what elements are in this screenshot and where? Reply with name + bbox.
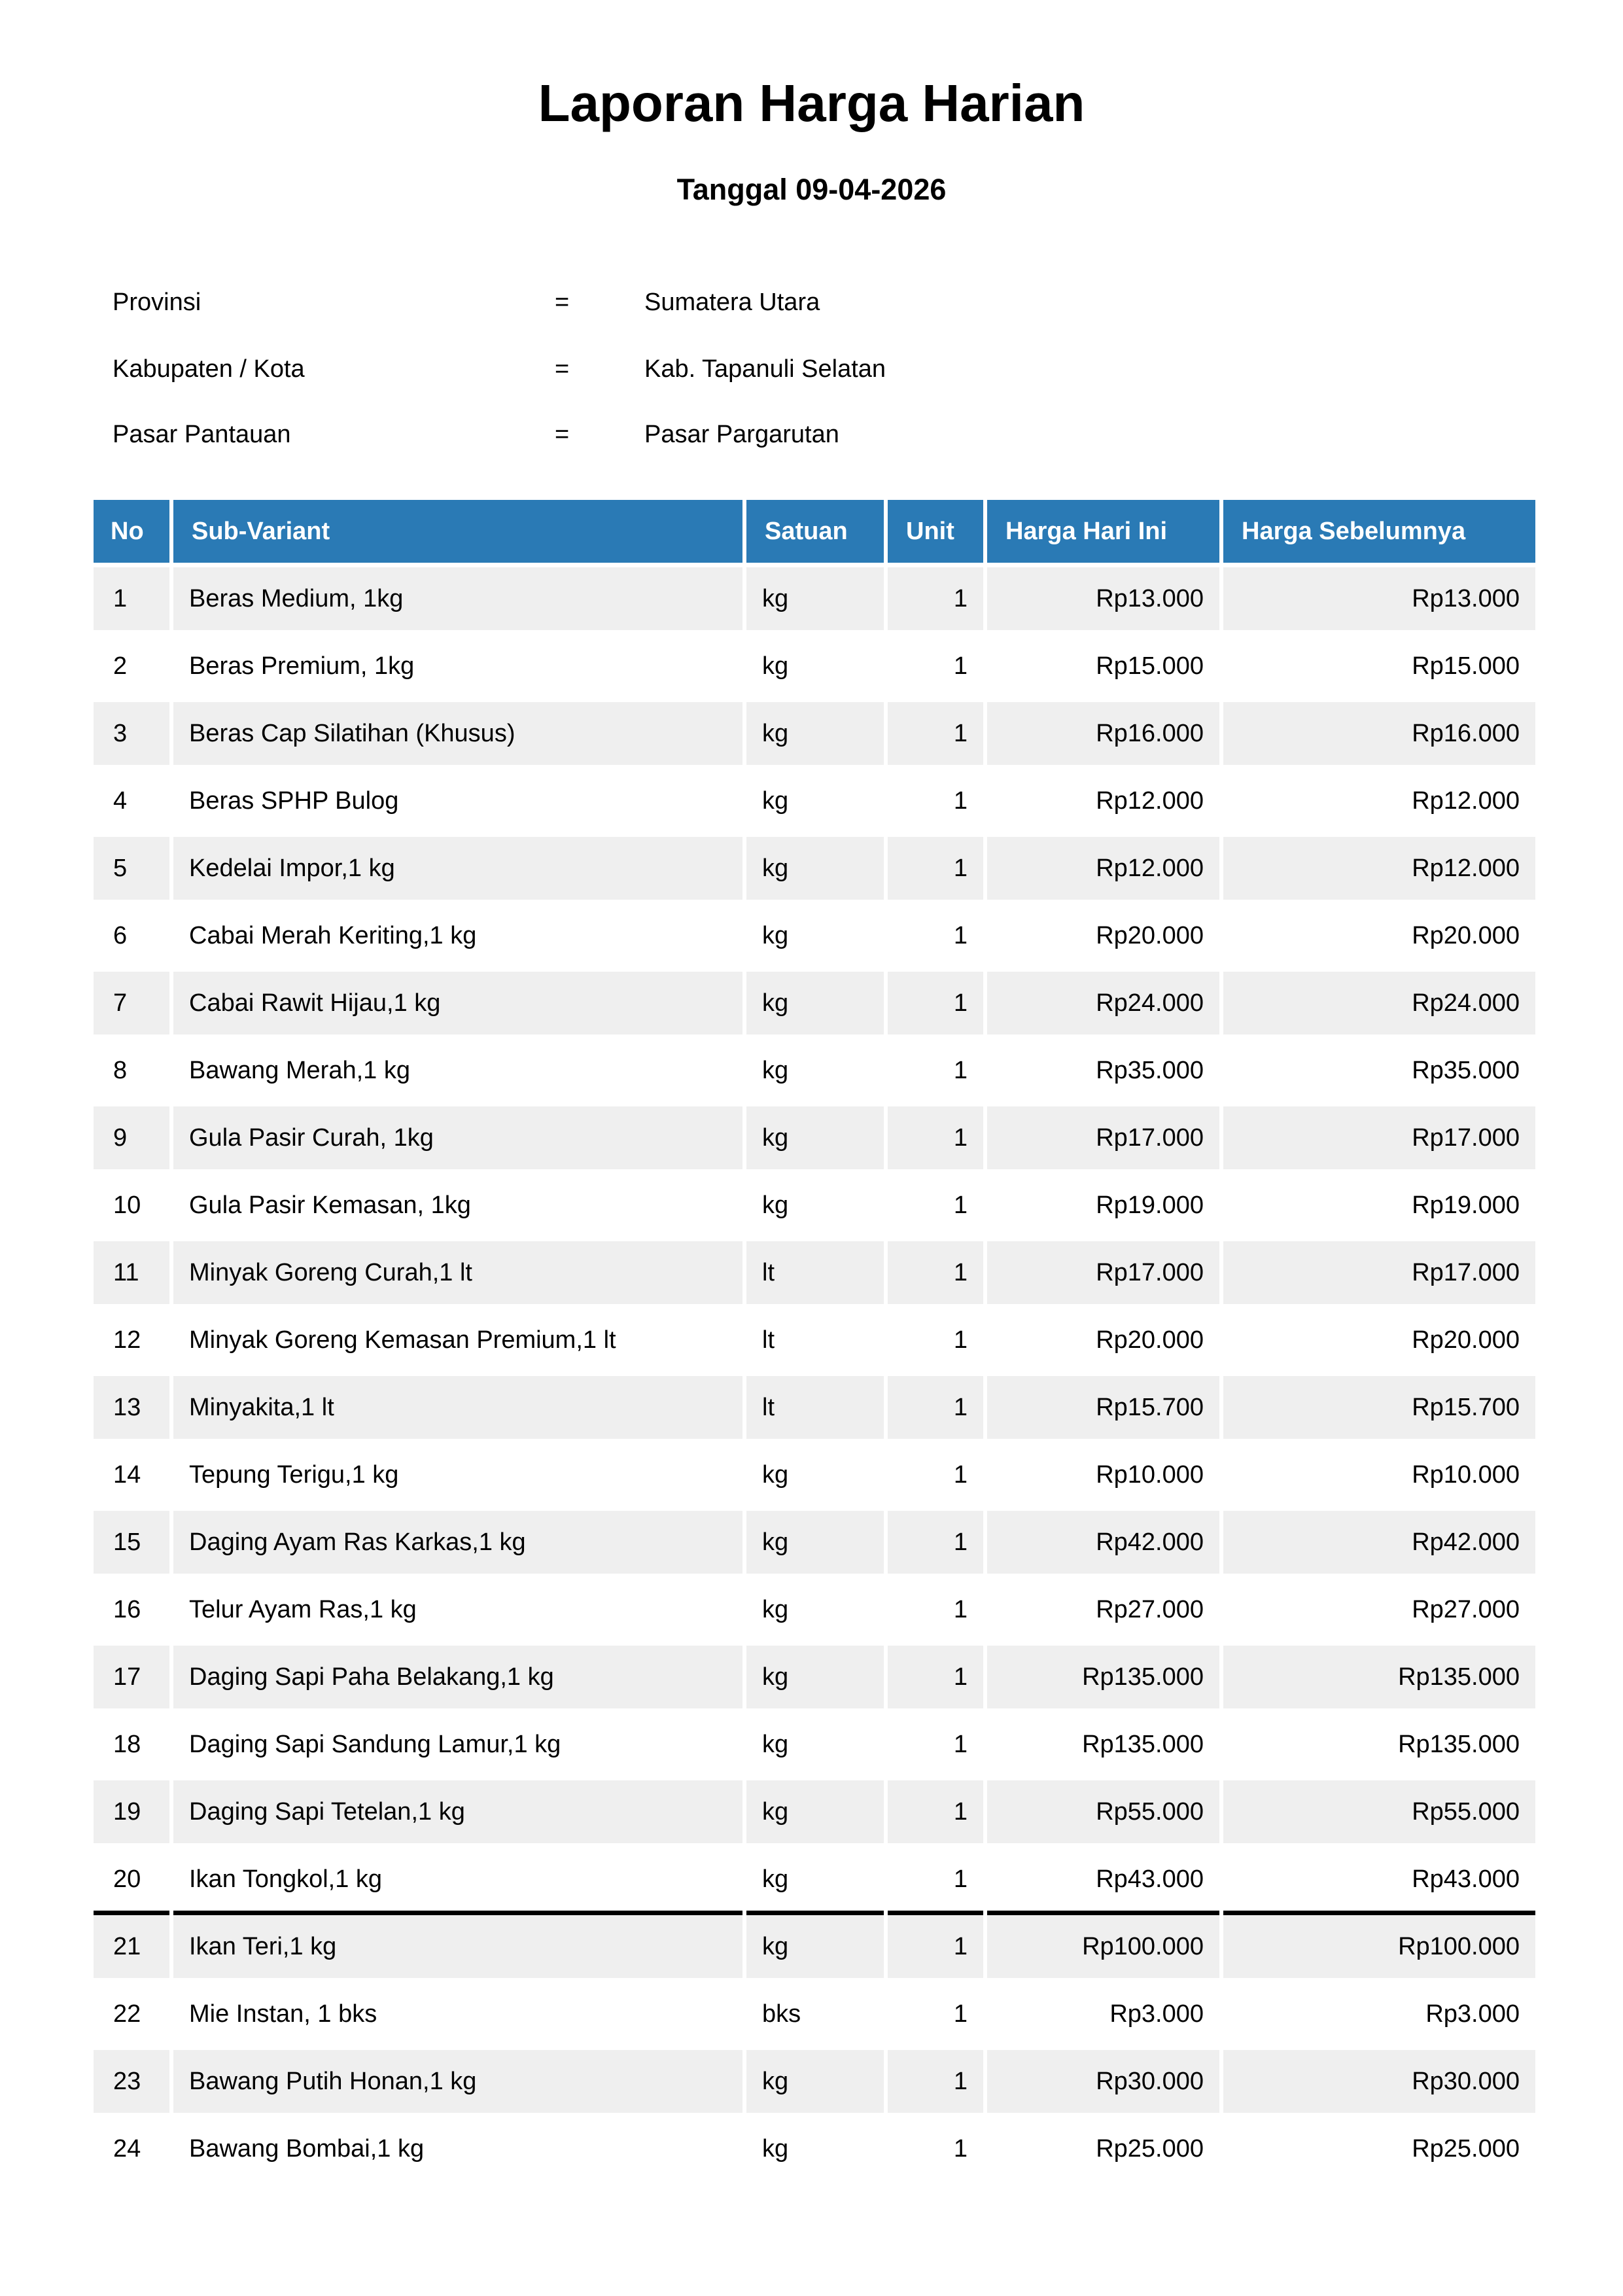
cell-harga-sebelumnya: Rp20.000: [1223, 900, 1535, 967]
cell-harga-hari-ini: Rp15.000: [987, 630, 1219, 698]
cell-harga-hari-ini: Rp55.000: [987, 1776, 1219, 1843]
cell-harga-hari-ini: Rp135.000: [987, 1641, 1219, 1708]
cell-no: 16: [94, 1574, 169, 1641]
cell-harga-sebelumnya: Rp27.000: [1223, 1574, 1535, 1641]
cell-sub-variant: Gula Pasir Curah, 1kg: [173, 1102, 742, 1169]
table-header-row: [94, 500, 1535, 563]
cell-sub-variant: Mie Instan, 1 bks: [173, 1978, 742, 2045]
cell-no: 11: [94, 1237, 169, 1304]
price-table: [90, 500, 1539, 2180]
cell-satuan: kg: [746, 698, 884, 765]
cell-satuan: kg: [746, 1506, 884, 1574]
cell-unit: 1: [888, 1237, 983, 1304]
cell-no: 9: [94, 1102, 169, 1169]
cell-unit: 1: [888, 900, 983, 967]
cell-sub-variant: Beras Premium, 1kg: [173, 630, 742, 698]
cell-unit: 1: [888, 1034, 983, 1102]
report-title: Laporan Harga Harian: [538, 74, 1085, 132]
info-row-pasar: [0, 415, 1623, 454]
cell-harga-sebelumnya: Rp15.700: [1223, 1371, 1535, 1439]
cell-harga-sebelumnya: Rp35.000: [1223, 1034, 1535, 1102]
table-row: [94, 1506, 1535, 1574]
cell-no: 21: [94, 1911, 169, 1978]
cell-sub-variant: Kedelai Impor,1 kg: [173, 832, 742, 900]
table-row: [94, 1102, 1535, 1169]
cell-unit: 1: [888, 1843, 983, 1911]
cell-harga-sebelumnya: Rp13.000: [1223, 563, 1535, 630]
cell-unit: 1: [888, 832, 983, 900]
cell-unit: 1: [888, 1102, 983, 1169]
cell-satuan: lt: [746, 1371, 884, 1439]
cell-no: 1: [94, 563, 169, 630]
info-value: Kab. Tapanuli Selatan: [644, 355, 886, 383]
cell-harga-sebelumnya: Rp42.000: [1223, 1506, 1535, 1574]
cell-sub-variant: Minyak Goreng Kemasan Premium,1 lt: [173, 1304, 742, 1371]
cell-no: 5: [94, 832, 169, 900]
cell-satuan: kg: [746, 1574, 884, 1641]
cell-harga-hari-ini: Rp17.000: [987, 1237, 1219, 1304]
cell-sub-variant: Daging Sapi Tetelan,1 kg: [173, 1776, 742, 1843]
cell-no: 2: [94, 630, 169, 698]
cell-satuan: kg: [746, 630, 884, 698]
cell-unit: 1: [888, 1574, 983, 1641]
cell-satuan: kg: [746, 765, 884, 832]
cell-harga-hari-ini: Rp35.000: [987, 1034, 1219, 1102]
cell-harga-sebelumnya: Rp135.000: [1223, 1641, 1535, 1708]
table-row: [94, 1641, 1535, 1708]
cell-no: 15: [94, 1506, 169, 1574]
cell-harga-hari-ini: Rp3.000: [987, 1978, 1219, 2045]
table-row: [94, 1708, 1535, 1776]
cell-harga-hari-ini: Rp12.000: [987, 765, 1219, 832]
cell-no: 7: [94, 967, 169, 1034]
table-row: [94, 1843, 1535, 1911]
table-row: [94, 765, 1535, 832]
cell-harga-sebelumnya: Rp135.000: [1223, 1708, 1535, 1776]
info-label: Pasar Pantauan: [113, 421, 291, 448]
cell-harga-hari-ini: Rp30.000: [987, 2045, 1219, 2113]
cell-no: 13: [94, 1371, 169, 1439]
cell-harga-hari-ini: Rp15.700: [987, 1371, 1219, 1439]
cell-sub-variant: Gula Pasir Kemasan, 1kg: [173, 1169, 742, 1237]
table-body: [94, 563, 1535, 2180]
cell-sub-variant: Beras Medium, 1kg: [173, 563, 742, 630]
cell-satuan: kg: [746, 1641, 884, 1708]
cell-sub-variant: Cabai Merah Keriting,1 kg: [173, 900, 742, 967]
cell-harga-sebelumnya: Rp25.000: [1223, 2113, 1535, 2180]
cell-harga-sebelumnya: Rp15.000: [1223, 630, 1535, 698]
cell-harga-sebelumnya: Rp12.000: [1223, 765, 1535, 832]
cell-satuan: kg: [746, 2045, 884, 2113]
cell-satuan: kg: [746, 1169, 884, 1237]
table-row: [94, 967, 1535, 1034]
cell-satuan: kg: [746, 900, 884, 967]
cell-satuan: kg: [746, 563, 884, 630]
cell-no: 23: [94, 2045, 169, 2113]
cell-satuan: kg: [746, 1776, 884, 1843]
table-row: [94, 698, 1535, 765]
cell-unit: 1: [888, 1776, 983, 1843]
cell-unit: 1: [888, 1304, 983, 1371]
info-equals: =: [555, 421, 570, 448]
cell-harga-hari-ini: Rp43.000: [987, 1843, 1219, 1911]
header-harga-hari-ini: Harga Hari Ini: [987, 500, 1219, 563]
cell-no: 8: [94, 1034, 169, 1102]
cell-unit: 1: [888, 2045, 983, 2113]
cell-sub-variant: Minyakita,1 lt: [173, 1371, 742, 1439]
cell-no: 10: [94, 1169, 169, 1237]
cell-unit: 1: [888, 1371, 983, 1439]
cell-harga-sebelumnya: Rp10.000: [1223, 1439, 1535, 1506]
cell-unit: 1: [888, 1708, 983, 1776]
table-row: [94, 1371, 1535, 1439]
cell-sub-variant: Daging Sapi Paha Belakang,1 kg: [173, 1641, 742, 1708]
cell-no: 4: [94, 765, 169, 832]
cell-unit: 1: [888, 698, 983, 765]
cell-no: 17: [94, 1641, 169, 1708]
cell-unit: 1: [888, 2113, 983, 2180]
info-equals: =: [555, 289, 570, 316]
cell-sub-variant: Daging Ayam Ras Karkas,1 kg: [173, 1506, 742, 1574]
cell-no: 19: [94, 1776, 169, 1843]
cell-no: 20: [94, 1843, 169, 1911]
header-sub-variant: Sub-Variant: [173, 500, 742, 563]
cell-no: 22: [94, 1978, 169, 2045]
info-label: Provinsi: [113, 289, 201, 316]
cell-unit: 1: [888, 967, 983, 1034]
header-harga-sebelumnya: Harga Sebelumnya: [1223, 500, 1535, 563]
info-equals: =: [555, 355, 570, 383]
cell-satuan: kg: [746, 832, 884, 900]
cell-harga-sebelumnya: Rp17.000: [1223, 1237, 1535, 1304]
cell-satuan: lt: [746, 1237, 884, 1304]
cell-no: 18: [94, 1708, 169, 1776]
cell-unit: 1: [888, 1439, 983, 1506]
info-row-kabupaten: [0, 349, 1623, 389]
table-row: [94, 1034, 1535, 1102]
cell-sub-variant: Daging Sapi Sandung Lamur,1 kg: [173, 1708, 742, 1776]
cell-satuan: kg: [746, 1102, 884, 1169]
cell-satuan: bks: [746, 1978, 884, 2045]
cell-harga-hari-ini: Rp13.000: [987, 563, 1219, 630]
cell-satuan: lt: [746, 1304, 884, 1371]
header-satuan: Satuan: [746, 500, 884, 563]
cell-harga-sebelumnya: Rp16.000: [1223, 698, 1535, 765]
cell-satuan: kg: [746, 1843, 884, 1911]
table-row: [94, 1169, 1535, 1237]
cell-sub-variant: Ikan Teri,1 kg: [173, 1911, 742, 1978]
cell-harga-hari-ini: Rp25.000: [987, 2113, 1219, 2180]
table-row: [94, 1574, 1535, 1641]
info-value: Pasar Pargarutan: [644, 421, 839, 448]
table-row: [94, 1237, 1535, 1304]
table-row: [94, 1304, 1535, 1371]
cell-harga-hari-ini: Rp17.000: [987, 1102, 1219, 1169]
table-row: [94, 2045, 1535, 2113]
cell-sub-variant: Cabai Rawit Hijau,1 kg: [173, 967, 742, 1034]
cell-no: 12: [94, 1304, 169, 1371]
info-value: Sumatera Utara: [644, 289, 820, 316]
cell-harga-sebelumnya: Rp43.000: [1223, 1843, 1535, 1911]
cell-unit: 1: [888, 1169, 983, 1237]
cell-sub-variant: Beras SPHP Bulog: [173, 765, 742, 832]
cell-no: 14: [94, 1439, 169, 1506]
header-unit: Unit: [888, 500, 983, 563]
cell-harga-sebelumnya: Rp17.000: [1223, 1102, 1535, 1169]
table-row: [94, 1776, 1535, 1843]
cell-harga-sebelumnya: Rp55.000: [1223, 1776, 1535, 1843]
cell-unit: 1: [888, 1641, 983, 1708]
cell-harga-hari-ini: Rp12.000: [987, 832, 1219, 900]
cell-harga-hari-ini: Rp20.000: [987, 1304, 1219, 1371]
cell-satuan: kg: [746, 2113, 884, 2180]
table-row: [94, 1439, 1535, 1506]
cell-sub-variant: Bawang Merah,1 kg: [173, 1034, 742, 1102]
table-row: [94, 832, 1535, 900]
table-row: [94, 1911, 1535, 1978]
cell-harga-sebelumnya: Rp3.000: [1223, 1978, 1535, 2045]
cell-harga-sebelumnya: Rp12.000: [1223, 832, 1535, 900]
cell-satuan: kg: [746, 1708, 884, 1776]
cell-satuan: kg: [746, 1911, 884, 1978]
cell-unit: 1: [888, 765, 983, 832]
cell-sub-variant: Ikan Tongkol,1 kg: [173, 1843, 742, 1911]
table-row: [94, 563, 1535, 630]
cell-sub-variant: Bawang Bombai,1 kg: [173, 2113, 742, 2180]
cell-no: 24: [94, 2113, 169, 2180]
cell-sub-variant: Bawang Putih Honan,1 kg: [173, 2045, 742, 2113]
cell-unit: 1: [888, 630, 983, 698]
cell-harga-hari-ini: Rp100.000: [987, 1911, 1219, 1978]
table-row: [94, 900, 1535, 967]
cell-harga-hari-ini: Rp20.000: [987, 900, 1219, 967]
cell-unit: 1: [888, 563, 983, 630]
cell-satuan: kg: [746, 967, 884, 1034]
cell-harga-sebelumnya: Rp30.000: [1223, 2045, 1535, 2113]
cell-harga-sebelumnya: Rp24.000: [1223, 967, 1535, 1034]
cell-harga-hari-ini: Rp19.000: [987, 1169, 1219, 1237]
cell-harga-sebelumnya: Rp100.000: [1223, 1911, 1535, 1978]
info-label: Kabupaten / Kota: [113, 355, 305, 383]
info-row-provinsi: [0, 283, 1623, 322]
cell-harga-hari-ini: Rp10.000: [987, 1439, 1219, 1506]
cell-unit: 1: [888, 1911, 983, 1978]
cell-harga-hari-ini: Rp16.000: [987, 698, 1219, 765]
cell-harga-hari-ini: Rp24.000: [987, 967, 1219, 1034]
report-date: Tanggal 09-04-2026: [676, 173, 947, 206]
cell-harga-hari-ini: Rp135.000: [987, 1708, 1219, 1776]
cell-harga-sebelumnya: Rp20.000: [1223, 1304, 1535, 1371]
cell-satuan: kg: [746, 1034, 884, 1102]
cell-harga-hari-ini: Rp42.000: [987, 1506, 1219, 1574]
cell-sub-variant: Telur Ayam Ras,1 kg: [173, 1574, 742, 1641]
table-row: [94, 630, 1535, 698]
header-no: No: [94, 500, 169, 563]
cell-no: 3: [94, 698, 169, 765]
cell-sub-variant: Beras Cap Silatihan (Khusus): [173, 698, 742, 765]
cell-harga-sebelumnya: Rp19.000: [1223, 1169, 1535, 1237]
cell-harga-hari-ini: Rp27.000: [987, 1574, 1219, 1641]
cell-no: 6: [94, 900, 169, 967]
table-row: [94, 1978, 1535, 2045]
cell-unit: 1: [888, 1978, 983, 2045]
cell-sub-variant: Tepung Terigu,1 kg: [173, 1439, 742, 1506]
cell-unit: 1: [888, 1506, 983, 1574]
cell-sub-variant: Minyak Goreng Curah,1 lt: [173, 1237, 742, 1304]
table-row: [94, 2113, 1535, 2180]
cell-satuan: kg: [746, 1439, 884, 1506]
